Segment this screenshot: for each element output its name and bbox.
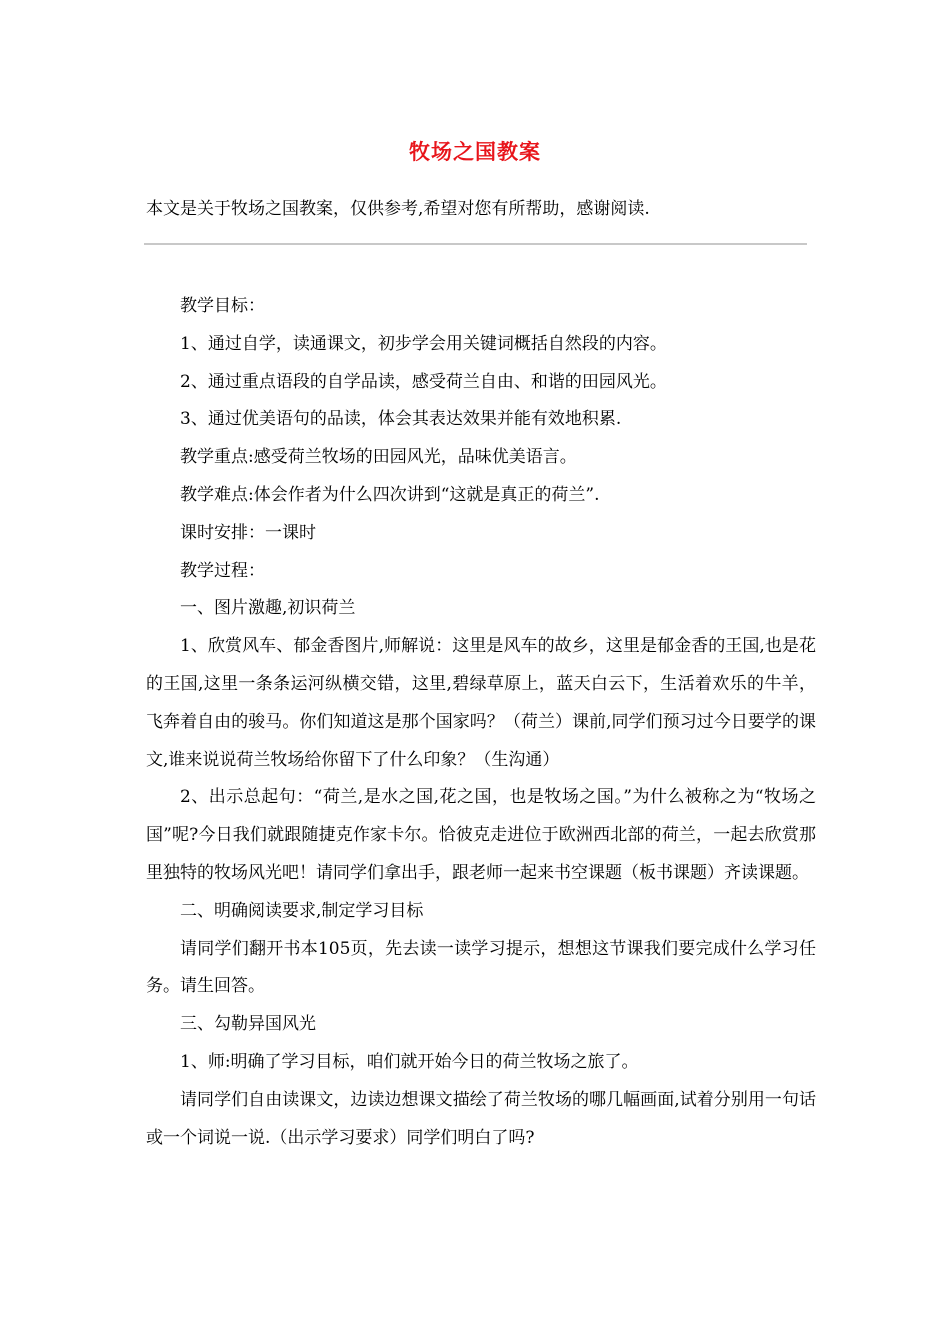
document-body xyxy=(146,288,816,1157)
paragraph: 1、欣赏风车、郁金香图片,师解说：这里是风车的故乡，这里是郁金香的王国,也是花的王国,这里一条条运河纵横交错，这里,碧绿草原上，蓝天白云下，生活着欢乐的牛羊，飞奔着自由的骏马。你们知道这是那个国家吗？（荷兰）课前,同学们预习过今日要学的课文,谁来说说荷兰牧场给你留下了什么印象？（生沟通） xyxy=(146,636,816,770)
paragraph: 教学目标： xyxy=(180,296,265,316)
document-title: 牧场之国教案 xyxy=(409,139,541,164)
paragraph: 教学重点:感受荷兰牧场的田园风光，品味优美语言。 xyxy=(180,447,577,468)
paragraph: 请同学们自由读课文，边读边想课文描绘了荷兰牧场的哪几幅画面,试着分别用一句话或一个词说一说.（出示学习要求）同学们明白了吗? xyxy=(146,1089,816,1148)
paragraph: 1、通过自学，读通课文，初步学会用关键词概括自然段的内容。 xyxy=(180,333,667,354)
paragraph: 3、通过优美语句的品读，体会其表达效果并能有效地积累. xyxy=(180,409,622,430)
paragraph: 教学难点:体会作者为什么四次讲到“这就是真正的荷兰”. xyxy=(180,484,600,505)
paragraph: 1、师:明确了学习目标，咱们就开始今日的荷兰牧场之旅了。 xyxy=(180,1051,639,1072)
paragraph: 2、通过重点语段的自学品读，感受荷兰自由、和谐的田园风光。 xyxy=(180,371,667,392)
intro-text: 本文是关于牧场之国教案，仅供参考,希望对您有所帮助，感谢阅读. xyxy=(146,199,650,219)
paragraph: 教学过程： xyxy=(180,560,265,581)
paragraph: 二、明确阅读要求,制定学习目标 xyxy=(180,900,424,921)
paragraph: 2、出示总起句：“荷兰,是水之国,花之国，也是牧场之国。”为什么被称之为“牧场之国”呢?今日我们就跟随捷克作家卡尔。恰彼克走进位于欧洲西北部的荷兰，一起去欣赏那里独特的牧场风光吧！请同学们拿出手，跟老师一起来书空课题（板书课题）齐读课题。 xyxy=(146,787,816,883)
divider xyxy=(144,243,807,245)
paragraph: 三、勾勒异国风光 xyxy=(180,1014,316,1035)
paragraph: 课时安排：一课时 xyxy=(180,522,316,543)
paragraph: 请同学们翻开书本105页，先去读一读学习提示，想想这节课我们要完成什么学习任务。请生回答。 xyxy=(146,938,816,997)
paragraph: 一、图片激趣,初识荷兰 xyxy=(180,598,356,619)
